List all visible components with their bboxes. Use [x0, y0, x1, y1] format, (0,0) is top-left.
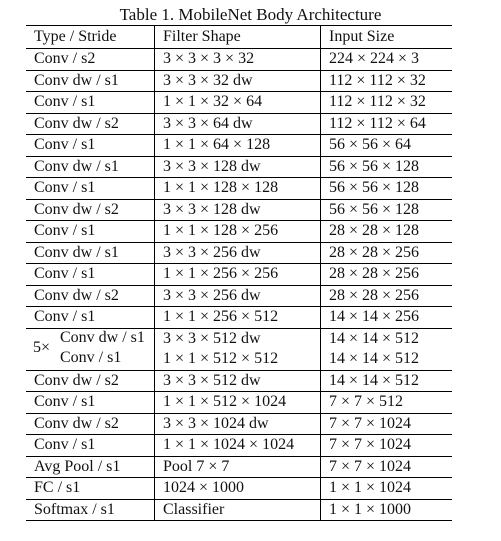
cell-input-size: 28 × 28 × 256 — [320, 264, 452, 285]
table-row — [26, 48, 452, 70]
header-filter-shape: Filter Shape — [154, 26, 320, 48]
cell-type-stride: Conv / s1 — [34, 136, 96, 154]
cell-input-size: 56 × 56 × 64 — [320, 135, 452, 156]
table-caption: Table 1. MobileNet Body Architecture — [119, 5, 382, 24]
cell-input-size: 56 × 56 × 128 — [320, 157, 452, 178]
cell-filter-shape: 3 × 3 × 128 dw — [154, 200, 320, 221]
cell-type-stride: Conv dw / s2 — [34, 286, 119, 304]
cell-type-stride: Conv / s2 — [34, 50, 96, 68]
cell-filter-shape: 1 × 1 × 256 × 512 — [154, 307, 320, 328]
cell-input-size: 28 × 28 × 128 — [320, 221, 452, 242]
cell-type-stride: Conv dw / s1 — [34, 243, 119, 261]
cell-input-size: 7 × 7 × 1024 — [320, 457, 452, 478]
repeat-row-1-filter: 3 × 3 × 512 dw — [163, 329, 261, 347]
cell-input-size: 112 × 112 × 64 — [320, 114, 452, 135]
cell-type-stride: Avg Pool / s1 — [34, 457, 121, 475]
cell-input-size: 7 × 7 × 1024 — [320, 414, 452, 435]
cell-filter-shape: 1 × 1 × 256 × 256 — [154, 264, 320, 285]
cell-filter-shape: 1 × 1 × 1024 × 1024 — [154, 435, 320, 456]
table-header-row — [26, 25, 452, 48]
cell-input-size: 1 × 1 × 1024 — [320, 478, 452, 499]
repeat-multiplier: 5× — [33, 338, 51, 356]
cell-input-size: 56 × 56 × 128 — [320, 178, 452, 199]
cell-filter-shape: 1 × 1 × 64 × 128 — [154, 135, 320, 156]
table-row — [26, 134, 452, 156]
cell-type-stride: Conv dw / s2 — [34, 200, 119, 218]
table-row — [26, 91, 452, 113]
table-row — [26, 285, 452, 307]
cell-filter-shape: Classifier — [154, 500, 320, 521]
architecture-table — [26, 25, 452, 521]
table-row — [26, 499, 452, 521]
cell-type-stride: Conv / s1 — [34, 393, 96, 411]
cell-input-size: 224 × 224 × 3 — [320, 49, 452, 70]
cell-type-stride: Conv / s1 — [34, 93, 96, 111]
cell-type-stride: Conv / s1 — [34, 308, 96, 326]
cell-type-stride: Conv / s1 — [34, 179, 96, 197]
table-row — [26, 434, 452, 456]
table-row — [26, 220, 452, 242]
cell-type-stride: Conv / s1 — [34, 436, 96, 454]
cell-filter-shape: 1024 × 1000 — [154, 478, 320, 499]
cell-filter-shape: Pool 7 × 7 — [154, 457, 320, 478]
cell-filter-shape: 1 × 1 × 128 × 128 — [154, 178, 320, 199]
cell-filter-shape: 3 × 3 × 1024 dw — [154, 414, 320, 435]
table-row — [26, 70, 452, 92]
cell-filter-shape: 1 × 1 × 32 × 64 — [154, 92, 320, 113]
table-row — [26, 263, 452, 285]
table-row — [26, 306, 452, 328]
header-type-stride: Type / Stride — [34, 28, 117, 45]
table-row — [26, 156, 452, 178]
table-row — [26, 199, 452, 221]
cell-type-stride: Conv / s1 — [34, 222, 96, 240]
cell-filter-shape: 3 × 3 × 512 dw — [154, 371, 320, 392]
cell-type-stride: Softmax / s1 — [34, 500, 115, 518]
table-row — [26, 413, 452, 435]
cell-type-stride: Conv dw / s1 — [34, 71, 119, 89]
repeat-row-2-input: 14 × 14 × 512 — [329, 350, 420, 367]
repeat-row-1-input: 14 × 14 × 512 — [329, 329, 420, 347]
cell-input-size: 112 × 112 × 32 — [320, 71, 452, 92]
table-row — [26, 113, 452, 135]
header-input-size: Input Size — [320, 26, 452, 48]
cell-input-size: 112 × 112 × 32 — [320, 92, 452, 113]
cell-input-size: 14 × 14 × 512 — [320, 371, 452, 392]
cell-input-size: 28 × 28 × 256 — [320, 286, 452, 307]
cell-filter-shape: 1 × 1 × 128 × 256 — [154, 221, 320, 242]
cell-type-stride: Conv / s1 — [34, 265, 96, 283]
repeat-group — [26, 328, 452, 370]
cell-filter-shape: 3 × 3 × 64 dw — [154, 114, 320, 135]
cell-input-size: 1 × 1 × 1000 — [320, 500, 452, 521]
table-row — [26, 456, 452, 478]
table-row — [26, 391, 452, 413]
repeat-row-1-type: Conv dw / s1 — [60, 328, 145, 346]
cell-input-size: 7 × 7 × 1024 — [320, 435, 452, 456]
cell-input-size: 14 × 14 × 256 — [320, 307, 452, 328]
cell-input-size: 28 × 28 × 256 — [320, 243, 452, 264]
cell-filter-shape: 1 × 1 × 512 × 1024 — [154, 392, 320, 413]
cell-input-size: 56 × 56 × 128 — [320, 200, 452, 221]
table-row — [26, 477, 452, 499]
cell-type-stride: Conv dw / s2 — [34, 414, 119, 432]
cell-filter-shape: 3 × 3 × 128 dw — [154, 157, 320, 178]
repeat-row-2-type: Conv / s1 — [60, 349, 122, 366]
cell-filter-shape: 3 × 3 × 256 dw — [154, 286, 320, 307]
repeat-row-2-filter: 1 × 1 × 512 × 512 — [163, 350, 279, 367]
cell-type-stride: Conv dw / s2 — [34, 114, 119, 132]
cell-filter-shape: 3 × 3 × 3 × 32 — [154, 49, 320, 70]
table-bottom-rule — [26, 520, 452, 521]
cell-type-stride: Conv dw / s1 — [34, 157, 119, 175]
cell-filter-shape: 3 × 3 × 256 dw — [154, 243, 320, 264]
table-row — [26, 370, 452, 392]
cell-filter-shape: 3 × 3 × 32 dw — [154, 71, 320, 92]
cell-type-stride: FC / s1 — [34, 479, 81, 497]
cell-input-size: 7 × 7 × 512 — [320, 392, 452, 413]
cell-type-stride: Conv dw / s2 — [34, 371, 119, 389]
table-row — [26, 177, 452, 199]
table-row — [26, 242, 452, 264]
